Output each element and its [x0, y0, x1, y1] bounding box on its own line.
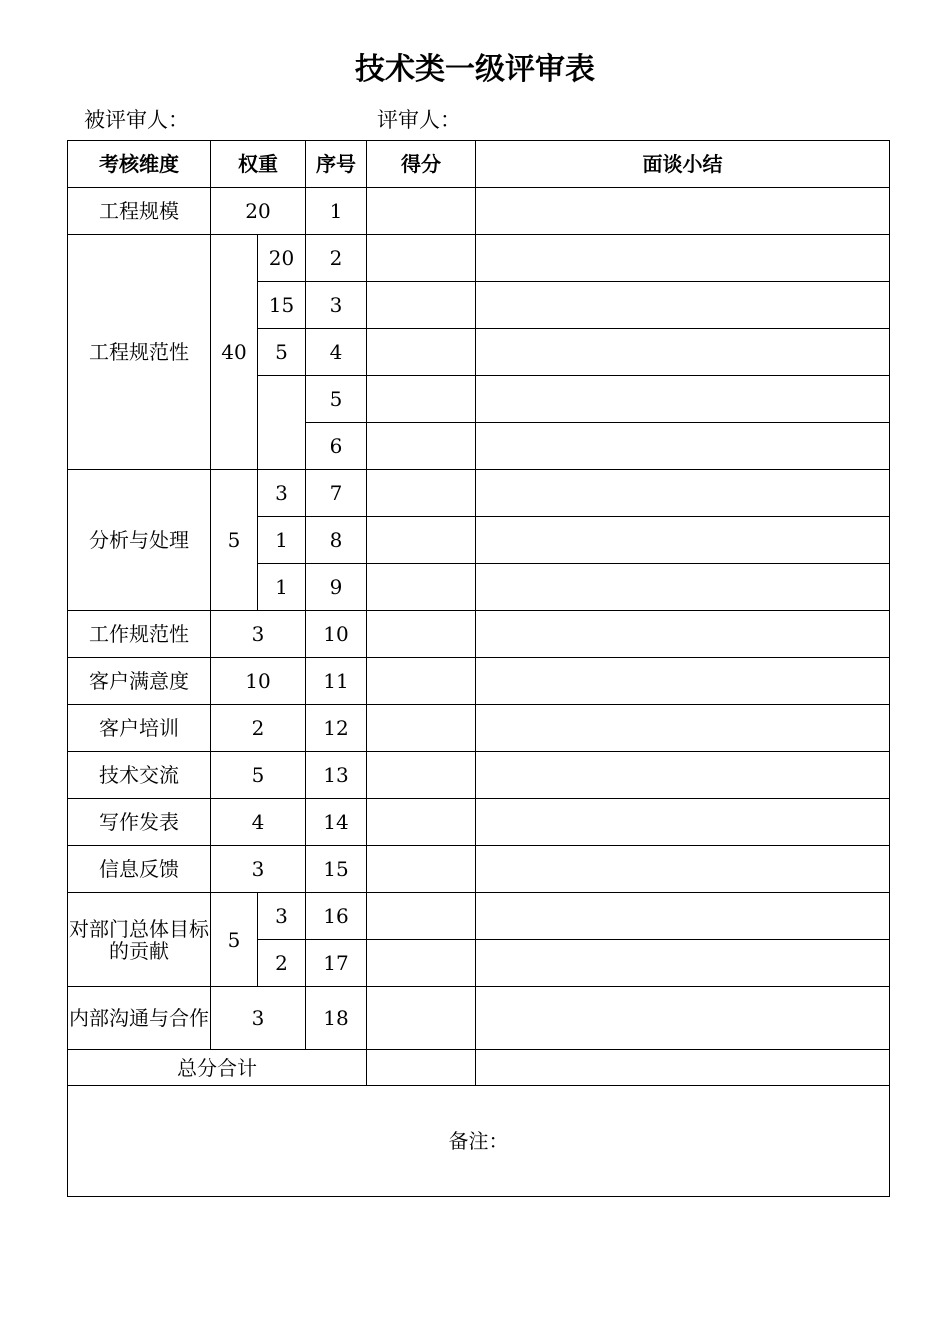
summary-cell[interactable] [476, 470, 890, 517]
sub-weight-cell: 2 [258, 940, 306, 987]
seq-cell: 1 [306, 188, 367, 235]
table-row [68, 470, 890, 517]
score-cell[interactable] [367, 705, 476, 752]
seq-cell: 4 [306, 329, 367, 376]
dimension-cell: 工程规范性 [68, 235, 211, 470]
weight-cell: 5 [211, 752, 306, 799]
table-row [68, 799, 890, 846]
weight-cell: 3 [211, 987, 306, 1050]
seq-cell: 2 [306, 235, 367, 282]
weight-cell: 3 [211, 611, 306, 658]
score-cell[interactable] [367, 517, 476, 564]
total-label: 总分合计 [68, 1050, 367, 1086]
sub-weight-cell: 15 [258, 282, 306, 329]
sub-weight-cell: 20 [258, 235, 306, 282]
reviewer-label: 评审人： [377, 108, 461, 132]
score-cell[interactable] [367, 893, 476, 940]
summary-cell[interactable] [476, 188, 890, 235]
table-row [68, 611, 890, 658]
weight-cell: 5 [211, 893, 258, 987]
summary-cell[interactable] [476, 893, 890, 940]
seq-cell: 10 [306, 611, 367, 658]
weight-cell: 5 [211, 470, 258, 611]
header-score: 得分 [367, 141, 476, 188]
summary-cell[interactable] [476, 564, 890, 611]
summary-cell[interactable] [476, 846, 890, 893]
sub-weight-cell [258, 376, 306, 470]
table-row [68, 987, 890, 1050]
summary-cell[interactable] [476, 376, 890, 423]
header-weight: 权重 [211, 141, 306, 188]
header-dimension: 考核维度 [68, 141, 211, 188]
score-cell[interactable] [367, 235, 476, 282]
header-row [68, 141, 890, 188]
dimension-cell: 技术交流 [68, 752, 211, 799]
seq-cell: 7 [306, 470, 367, 517]
dimension-cell: 客户培训 [68, 705, 211, 752]
total-row [68, 1050, 890, 1086]
header-seq: 序号 [306, 141, 367, 188]
weight-cell: 10 [211, 658, 306, 705]
summary-cell[interactable] [476, 752, 890, 799]
table-row [68, 235, 890, 282]
summary-cell[interactable] [476, 658, 890, 705]
score-cell[interactable] [367, 376, 476, 423]
summary-cell[interactable] [476, 611, 890, 658]
score-cell[interactable] [367, 329, 476, 376]
score-cell[interactable] [367, 987, 476, 1050]
score-cell[interactable] [367, 799, 476, 846]
total-score-cell[interactable] [367, 1050, 476, 1086]
score-cell[interactable] [367, 188, 476, 235]
dimension-cell: 客户满意度 [68, 658, 211, 705]
seq-cell: 5 [306, 376, 367, 423]
header-summary: 面谈小结 [476, 141, 890, 188]
summary-cell[interactable] [476, 705, 890, 752]
summary-cell[interactable] [476, 940, 890, 987]
review-table [67, 140, 890, 1197]
dimension-cell: 对部门总体目标的贡献 [68, 893, 211, 987]
weight-cell: 2 [211, 705, 306, 752]
score-cell[interactable] [367, 846, 476, 893]
score-cell[interactable] [367, 658, 476, 705]
seq-cell: 3 [306, 282, 367, 329]
sub-weight-cell: 5 [258, 329, 306, 376]
weight-cell: 40 [211, 235, 258, 470]
seq-cell: 8 [306, 517, 367, 564]
score-cell[interactable] [367, 564, 476, 611]
seq-cell: 15 [306, 846, 367, 893]
page-title: 技术类一级评审表 [355, 52, 595, 87]
summary-cell[interactable] [476, 799, 890, 846]
score-cell[interactable] [367, 470, 476, 517]
summary-cell[interactable] [476, 235, 890, 282]
sub-weight-cell: 1 [258, 517, 306, 564]
seq-cell: 11 [306, 658, 367, 705]
seq-cell: 6 [306, 423, 367, 470]
seq-cell: 16 [306, 893, 367, 940]
table-row [68, 752, 890, 799]
sub-weight-cell: 3 [258, 470, 306, 517]
dimension-cell: 工作规范性 [68, 611, 211, 658]
dimension-cell: 信息反馈 [68, 846, 211, 893]
weight-cell: 4 [211, 799, 306, 846]
table-row [68, 705, 890, 752]
score-cell[interactable] [367, 282, 476, 329]
dimension-cell: 写作发表 [68, 799, 211, 846]
dimension-cell: 内部沟通与合作 [68, 987, 211, 1050]
summary-cell[interactable] [476, 517, 890, 564]
summary-cell[interactable] [476, 329, 890, 376]
sub-weight-cell: 3 [258, 893, 306, 940]
seq-cell: 14 [306, 799, 367, 846]
score-cell[interactable] [367, 940, 476, 987]
seq-cell: 13 [306, 752, 367, 799]
dimension-cell: 工程规模 [68, 188, 211, 235]
notes-row [68, 1086, 890, 1197]
score-cell[interactable] [367, 423, 476, 470]
reviewee-label: 被评审人： [84, 108, 189, 132]
seq-cell: 9 [306, 564, 367, 611]
seq-cell: 17 [306, 940, 367, 987]
sub-weight-cell: 1 [258, 564, 306, 611]
dimension-cell: 分析与处理 [68, 470, 211, 611]
table-row [68, 893, 890, 940]
score-cell[interactable] [367, 611, 476, 658]
weight-cell: 3 [211, 846, 306, 893]
notes-label: 备注： [448, 1129, 509, 1153]
total-summary-cell[interactable] [476, 1050, 890, 1086]
seq-cell: 18 [306, 987, 367, 1050]
weight-cell: 20 [211, 188, 306, 235]
table-row [68, 846, 890, 893]
table-row [68, 658, 890, 705]
score-cell[interactable] [367, 752, 476, 799]
summary-cell[interactable] [476, 282, 890, 329]
seq-cell: 12 [306, 705, 367, 752]
table-row [68, 188, 890, 235]
summary-cell[interactable] [476, 423, 890, 470]
summary-cell[interactable] [476, 987, 890, 1050]
notes-cell[interactable] [68, 1086, 890, 1197]
